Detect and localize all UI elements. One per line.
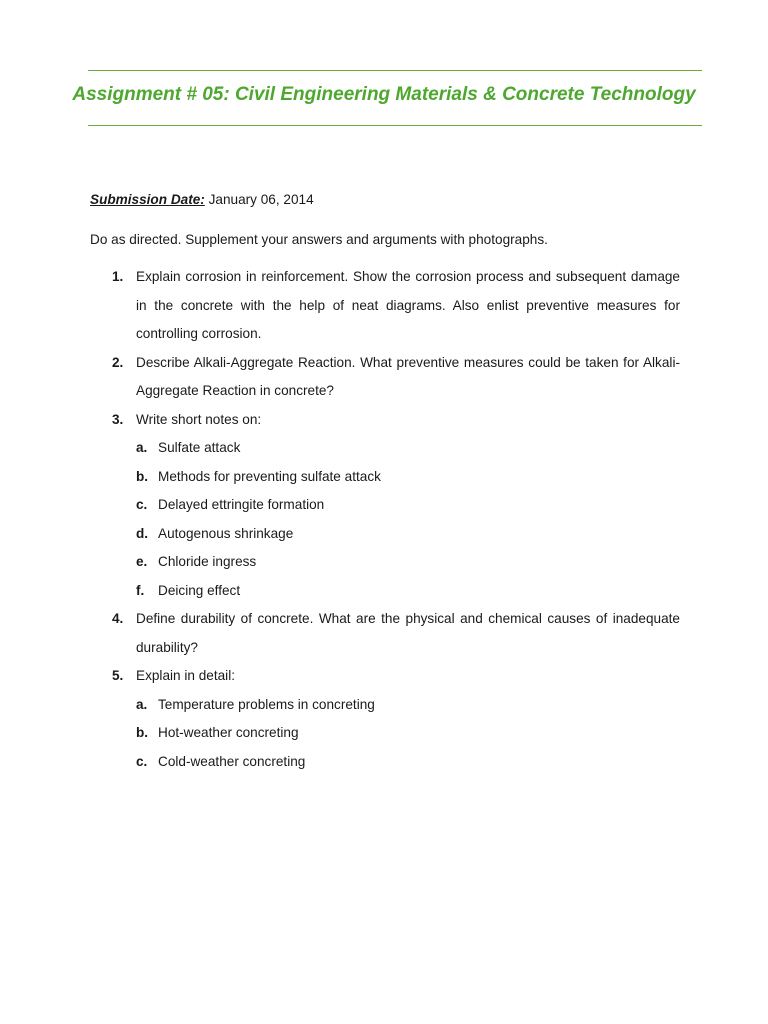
instructions: Do as directed. Supplement your answers and arguments with photographs. [90,231,548,247]
sub-question-list [136,434,680,605]
sub-question-letter: e. [136,554,148,569]
sub-question-item [136,520,680,549]
sub-question-list [136,691,680,777]
sub-question-text: Methods for preventing sulfate attack [158,468,381,484]
submission-label: Submission Date: [90,192,205,207]
question-number: 2. [112,354,124,370]
sub-question-letter: b. [136,468,149,484]
question-text: Define durability of concrete. What are the physical and chemical causes of inadequate durability? [136,611,680,655]
sub-question-item [136,748,680,777]
question-item [90,406,680,606]
sub-question-letter: f. [136,582,145,598]
sub-question-text: Temperature problems in concreting [158,696,375,712]
sub-question-letter: c. [136,497,148,512]
question-item [90,349,680,406]
sub-question-item [136,491,680,520]
question-text: Write short notes on: [136,411,262,427]
question-number: 4. [112,611,124,626]
question-item [90,662,680,776]
question-number: 5. [112,668,124,683]
question-number: 3. [112,411,124,427]
sub-question-letter: d. [136,525,149,541]
sub-question-item [136,548,680,577]
title-top-rule [88,70,702,71]
title-bottom-rule [88,125,702,126]
sub-question-item [136,434,680,463]
question-text: Explain corrosion in reinforcement. Show the corrosion process and subsequent damage in the concrete with the help of neat diagrams. Also enlist preventive measures for controlling corrosion. [136,269,680,341]
sub-question-text: Autogenous shrinkage [158,525,294,541]
sub-question-item [136,463,680,492]
sub-question-text: Delayed ettringite formation [158,497,325,512]
sub-question-text: Hot-weather concreting [158,725,299,740]
submission-line [90,186,680,215]
sub-question-item [136,691,680,720]
sub-question-text: Sulfate attack [158,440,241,455]
sub-question-item [136,719,680,748]
assignment-body [90,186,680,776]
sub-question-text: Deicing effect [158,582,241,598]
question-list [90,263,680,776]
question-text: Explain in detail: [136,668,235,683]
question-text: Describe Alkali-Aggregate Reaction. What preventive measures could be taken for Alkali-Aggregate Reaction in concrete? [136,354,680,398]
sub-question-letter: c. [136,753,148,769]
sub-question-text: Cold-weather concreting [158,753,306,769]
sub-question-letter: a. [136,696,148,712]
question-item [90,605,680,662]
question-number: 1. [112,269,124,284]
sub-question-text: Chloride ingress [158,554,257,569]
sub-question-item [136,577,680,606]
assignment-title: Assignment # 05: Civil Engineering Materials & Concrete Technology [72,84,696,105]
sub-question-letter: a. [136,440,148,455]
sub-question-letter: b. [136,725,149,740]
question-item [90,263,680,349]
submission-date: January 06, 2014 [208,192,314,207]
